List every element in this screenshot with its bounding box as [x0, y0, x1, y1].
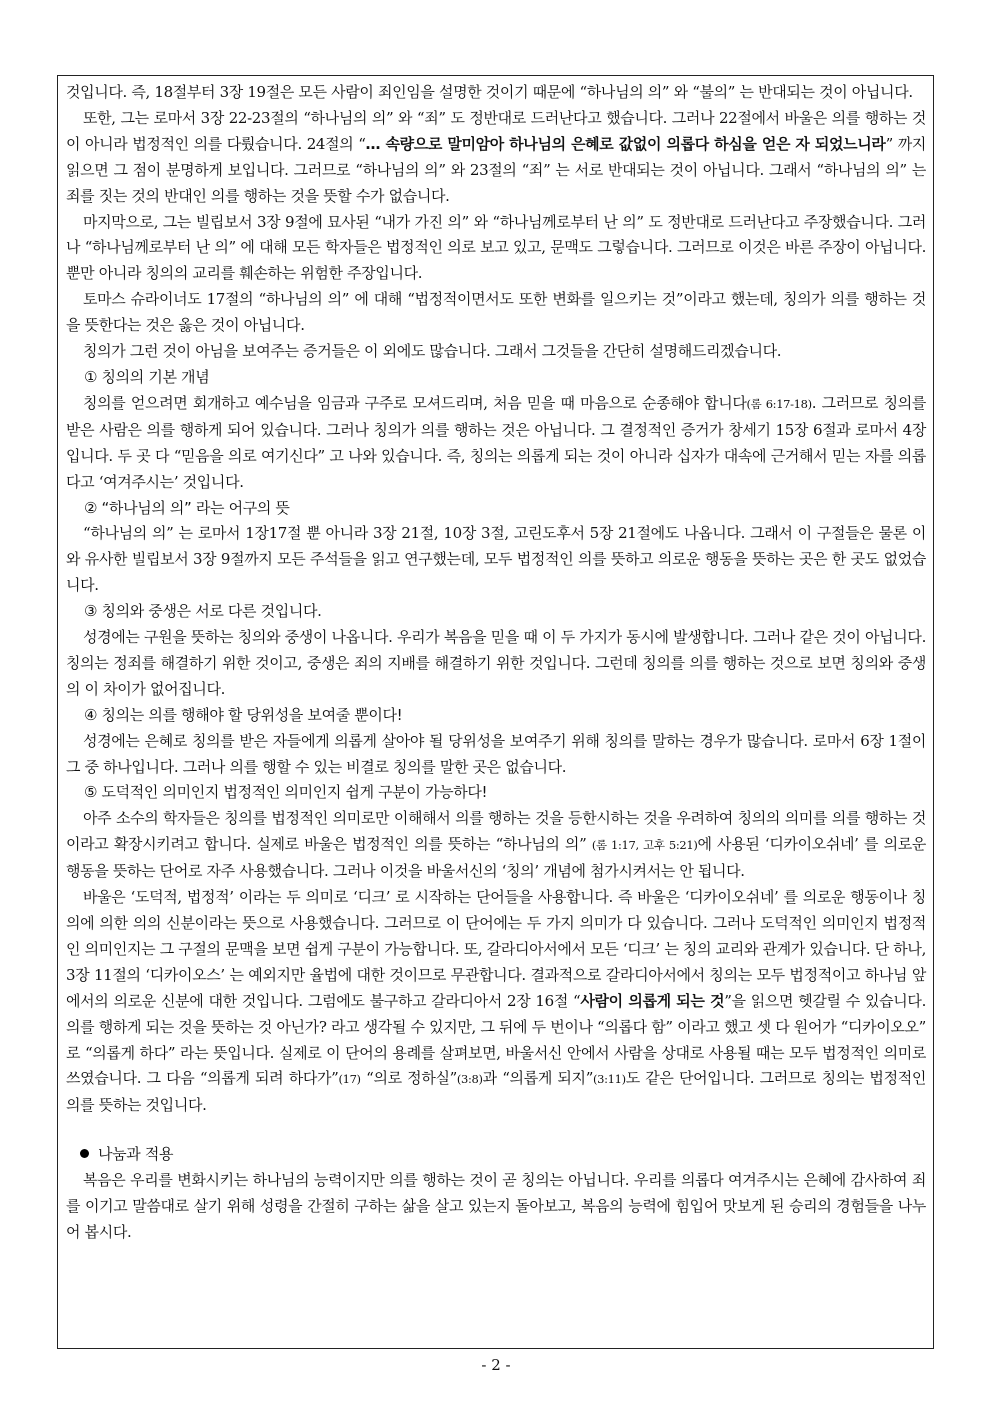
paragraph: 마지막으로, 그는 빌립보서 3장 9절에 묘사된 “내가 가진 의” 와 “하나님께로부터 난 의” 도 정반대로 드러난다고 주장했습니다. 그러나 “하나님께로부터 난 의” 에 대해 모든 학자들은 법정적인 의로 보고 있고, 문맥도 그렇습니다. 그러므로 이것은 바른 주장이 아닙니다. 뿐만 아니라 칭의의 교리를 훼손하는 위험한 주장입니다. — [66, 212, 926, 283]
scripture-reference: (3:8) — [456, 1072, 483, 1087]
sharing-heading-text: 나눔과 적용 — [98, 1145, 174, 1164]
text: . 그러므로 칭의를 받은 사람은 의를 행하게 되어 있습니다. 그러나 칭의가 의를 행하는 것은 아닙니다. 그 결정적인 증거가 창세기 15장 6절과 로마서 4장입니다. 두 곳 다 “믿음을 의로 여기신다” 고 나와 있습니다. 즉, 칭의는 의롭게 되는 것이 아니라 십자가 대속에 근거해서 믿는 자를 의롭다고 ‘여겨주시는’ 것입니다. — [66, 393, 926, 491]
text: 과 “의롭게 되지” — [482, 1069, 594, 1088]
text: 아주 소수의 학자들은 칭의를 법정적인 의미로만 이해해서 의를 행하는 것을 등한시하는 것을 우려하여 칭의의 의미를 의를 행하는 것이라고 확장시키려고 합니다. 실제로 바울은 법정적인 의를 뜻하는 “하나님의 의” — [66, 809, 926, 854]
bold-quote: … 속량으로 말미암아 하나님의 은혜로 값없이 의롭다 하심을 얻은 자 되었느니라 — [365, 134, 886, 153]
text: 도 같은 단어입니다. 그러므로 칭의는 법정적인 의를 뜻하는 것입니다. — [66, 1069, 926, 1115]
text: ” 까지 읽으면 그 점이 분명하게 보입니다. 그러므로 “하나님의 의” 와 23절의 “죄” 는 서로 반대되는 것이 아닙니다. 그래서 “하나님의 의” 는 죄를 짓는 것의 반대인 의를 행하는 것을 뜻할 수가 없습니다. — [66, 134, 926, 205]
sharing-heading — [66, 1142, 926, 1168]
page-number: - 2 - — [481, 1356, 511, 1374]
scripture-reference: (롬 6:17-18) — [746, 396, 812, 411]
paragraph — [66, 885, 926, 1119]
scripture-reference: (3:11) — [593, 1072, 626, 1087]
paragraph — [66, 106, 926, 210]
bullet-icon — [80, 1149, 89, 1158]
bold-quote: 사람이 의롭게 되는 것 — [580, 991, 725, 1010]
spacer — [66, 1119, 926, 1142]
text: “의로 정하실” — [360, 1069, 457, 1088]
text: 칭의를 얻으려면 회개하고 예수님을 임금과 구주로 모셔드리며, 처음 믿을 때 마음으로 순종해야 합니다 — [83, 393, 747, 412]
text: 에 사용된 ‘디카이오쉬네’ 를 의로운 행동을 뜻하는 단어로 자주 사용했습니다. 그러나 이것을 바울서신의 ‘칭의’ 개념에 첨가시켜서는 안 됩니다. — [66, 835, 926, 881]
section-heading-2: ② “하나님의 의” 라는 어구의 뜻 — [84, 498, 290, 517]
scripture-reference: (롬 1:17, 고후 5:21) — [591, 838, 698, 853]
paragraph — [66, 806, 926, 885]
text: 바울은 ‘도덕적, 법정적’ 이라는 두 의미로 ‘디크’ 로 시작하는 단어들을 사용합니다. 즉 바울은 ‘디카이오쉬네’ 를 의로운 행동이나 칭의에 의한 의의 신분이라는 뜻으로 사용했습니다. 그러므로 이 단어에는 두 가지 의미가 다 있습니다. 그러나 도덕적인 의미인지 법정적인 의미인지는 그 구절의 문맥을 보면 쉽게 구분이 가능합니다. 또, 갈라디아서에서 모든 ‘디크’ 는 칭의 교리와 관계가 있습니다. 단 하나, 3장 11절의 ‘디카이오스’ 는 예외지만 율법에 대한 것이므로 무관합니다. 결과적으로 갈라디아서에서 칭의는 모두 법정적이고 하나님 앞에서의 의로운 신분에 대한 것입니다. 그럼에도 불구하고 갈라디아서 2장 16절 “ — [66, 888, 926, 1010]
paragraph: 것입니다. 즉, 18절부터 3장 19절은 모든 사람이 죄인임을 설명한 것이기 때문에 “하나님의 의” 와 “불의” 는 반대되는 것이 아닙니다. — [66, 83, 913, 101]
section-heading-5: ⑤ 도덕적인 의미인지 법정적인 의미인지 쉽게 구분이 가능하다! — [84, 783, 488, 802]
paragraph: 성경에는 구원을 뜻하는 칭의와 중생이 나옵니다. 우리가 복음을 믿을 때 이 두 가지가 동시에 발생합니다. 그러나 같은 것이 아닙니다. 칭의는 정죄를 해결하기 위한 것이고, 중생은 죄의 지배를 해결하기 위한 것입니다. 그런데 칭의를 의를 행하는 것으로 보면 칭의와 중생의 이 차이가 없어집니다. — [66, 628, 926, 698]
text: 또한, 그는 로마서 3장 22-23절의 “하나님의 의” 와 “죄” 도 정반대로 드러난다고 했습니다. 그러나 22절에서 바울은 의를 행하는 것이 아니라 법정적인 의를 다뤘습니다. 24절의 “ — [66, 108, 926, 153]
document-body — [66, 80, 926, 1246]
text: ”을 읽으면 헷갈릴 수 있습니다. 의를 행하게 되는 것을 뜻하는 것 아닌가? 라고 생각될 수 있지만, 그 뒤에 두 번이나 “의롭다 함” 이라고 했고 셋 다 원어가 “디카이오오” 로 “의롭게 하다” 라는 뜻입니다. 실제로 이 단어의 용례를 살펴보면, 바울서신 안에서 사람을 상대로 사용될 때는 모두 법정적인 의미로 쓰였습니다. 그 다음 “의롭게 되려 하다가” — [66, 991, 926, 1088]
paragraph — [66, 391, 926, 496]
paragraph: 성경에는 은혜로 칭의를 받은 자들에게 의롭게 살아야 될 당위성을 보여주기 위해 칭의를 말하는 경우가 많습니다. 로마서 6장 1절이 그 중 하나입니다. 그러나 의를 행할 수 있는 비결로 칭의를 말한 곳은 없습니다. — [66, 731, 926, 776]
paragraph: “하나님의 의” 는 로마서 1장17절 뿐 아니라 3장 21절, 10장 3절, 고린도후서 5장 21절에도 나옵니다. 그래서 이 구절들은 물론 이와 유사한 빌립보서 3장 9절까지 모든 주석들을 읽고 연구했는데, 모두 법정적인 의를 뜻하고 의로운 행동을 뜻하는 곳은 한 곳도 없었습니다. — [66, 524, 926, 595]
paragraph: 토마스 슈라이너도 17절의 “하나님의 의” 에 대해 “법정적이면서도 또한 변화를 일으키는 것”이라고 했는데, 칭의가 의를 행하는 것을 뜻한다는 것은 옳은 것이 아닙니다. — [66, 290, 926, 335]
section-heading-4: ④ 칭의는 의를 행해야 할 당위성을 보여줄 뿐이다! — [84, 705, 403, 724]
sharing-body: 복음은 우리를 변화시키는 하나님의 능력이지만 의를 행하는 것이 곧 칭의는 아닙니다. 우리를 의롭다 여겨주시는 은혜에 감사하여 죄를 이기고 말씀대로 살기 위해 성령을 간절히 구하는 삶을 살고 있는지 돌아보고, 복음의 능력에 힘입어 맛보게 된 승리의 경험들을 나누어 봅시다. — [66, 1171, 926, 1241]
section-heading-1: ① 칭의의 기본 개념 — [84, 367, 210, 386]
paragraph: 칭의가 그런 것이 아님을 보여주는 증거들은 이 외에도 많습니다. 그래서 그것들을 간단히 설명해드리겠습니다. — [83, 342, 782, 361]
scripture-reference: (17) — [338, 1072, 361, 1087]
section-heading-3: ③ 칭의와 중생은 서로 다른 것입니다. — [84, 602, 322, 621]
